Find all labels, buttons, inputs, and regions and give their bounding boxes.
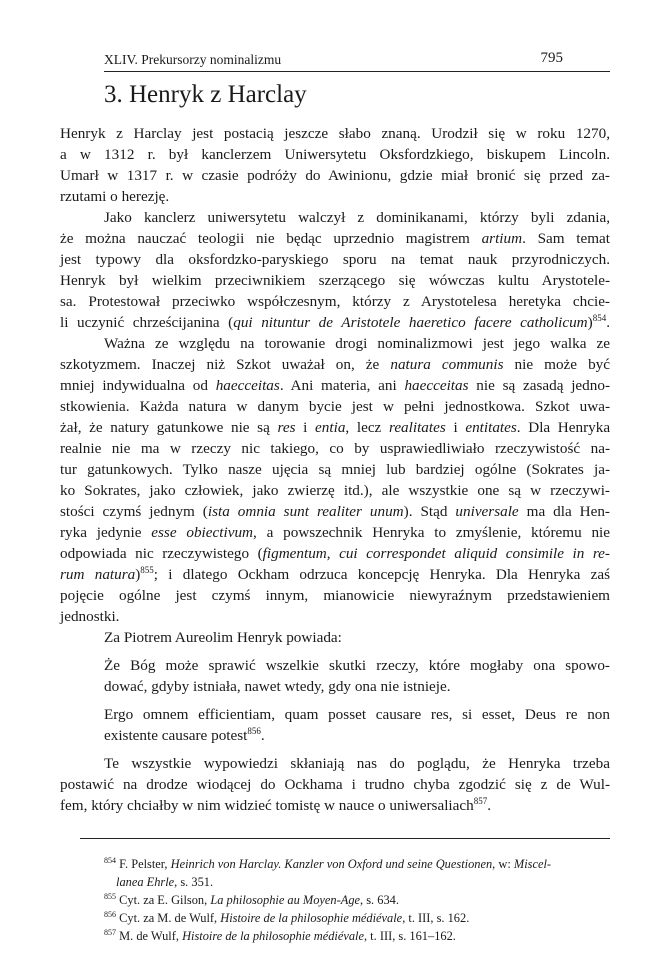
text-line: Henryk z Harclay jest postacią jeszcze słabo znaną. Urodził się w roku 1270, bbox=[60, 125, 610, 142]
text-line: Jako kanclerz uniwersytetu walczył z dominikanami, którzy byli zdania, bbox=[104, 209, 610, 226]
text-line: Ważna ze względu na torowanie drogi nominalizmowi jest jego walka ze bbox=[104, 335, 610, 352]
text-line: że można nauczać teologii nie będąc uprzednio magistrem artium. Sam temat bbox=[60, 230, 610, 247]
text-line: żał, że natury gatunkowe nie są res i entia, lecz realitates i entitates. Dla Henryka bbox=[60, 419, 611, 436]
quote-line: existente causare potest$^{856}$. bbox=[104, 725, 265, 744]
text-line: fem, który chciałby w nim widzieć tomistę w nauce o uniwersaliach$^{857}$. bbox=[60, 795, 492, 814]
footnote: $^{856}$ Cyt. za M. de Wulf, Histoire de la philosophie médiévale, t. III, s. 162. bbox=[104, 909, 470, 925]
footnote: $^{857}$ M. de Wulf, Histoire de la philosophie médiévale, t. III, s. 161–162. bbox=[104, 927, 456, 943]
text-line: tur gatunkowych. Tylko nasze ujęcia są mniej lub bardziej ogólne (Sokrates ja- bbox=[60, 461, 610, 478]
text-line: Te wszystkie wypowiedzi skłaniają nas do poglądu, że Henryka trzeba bbox=[104, 755, 610, 772]
quote-line: Ergo omnem efficientiam, quam posset causare res, si esset, Deus re non bbox=[104, 706, 610, 723]
page-number: 795 bbox=[540, 50, 563, 66]
footnote: lanea Ehrle, s. 351. bbox=[116, 875, 214, 889]
text-line: li uczynić chrześcijanina (qui nituntur de Aristotele haeretico facere catholicum)$^{854}$. bbox=[60, 312, 611, 331]
text-line: szkotyzmem. Inaczej niż Szkot uważał on, że natura communis nie może być bbox=[60, 356, 610, 373]
text-line: Umarł w 1317 r. w czasie podróży do Awinionu, gdzie miał bronić się przed za- bbox=[60, 167, 610, 184]
footnote-rule bbox=[80, 838, 610, 839]
text-line: jednostki. bbox=[60, 608, 120, 625]
footnote-ref: 855 bbox=[140, 564, 154, 575]
footnote: $^{855}$ Cyt. za E. Gilson, La philosophie au Moyen-Age, s. 634. bbox=[104, 891, 399, 907]
text-line: sa. Protestował przeciwko współczesnym, którzy z Arystotelesa heretyka chcie- bbox=[60, 293, 610, 310]
section-title: 3. Henryk z Harclay bbox=[104, 81, 307, 108]
footnote-ref: 857 bbox=[473, 795, 488, 806]
text-line: postawić na drodze wiodącej do Ockhama i trudno chyba zgodzić się z de Wul- bbox=[60, 776, 610, 793]
text-line: mniej indywidualna od haecceitas. Ani materia, ani haecceitas nie są zasadą jedno- bbox=[60, 377, 611, 394]
quote-line: dować, gdyby istniała, nawet wtedy, gdy ona nie istnieje. bbox=[104, 678, 451, 695]
text-line: stkowienia. Każda natura w danym bycie jest w pełni jednostkowa. Szkot uwa- bbox=[60, 398, 610, 415]
footnote-ref: 854 bbox=[592, 312, 607, 323]
footnote-ref: 856 bbox=[247, 725, 261, 736]
text-line: odpowiada nic rzeczywistego (figmentum, cui correspondet aliquid consimile in re- bbox=[60, 545, 610, 562]
text-line: rum natura)$^{855}$; i dlatego Ockham odrzuca koncepcję Henryka. Dla Henryka zaś bbox=[60, 564, 610, 583]
text-line: pojęcie ogólne jest czymś innym, mianowicie niewyraźnym przedstawieniem bbox=[60, 587, 610, 604]
text-line: stości czymś jednym (ista omnia sunt realiter unum). Stąd universale ma dla Hen- bbox=[60, 503, 610, 520]
quote-line: Że Bóg może sprawić wszelkie skutki rzeczy, które mogłaby ona spowo- bbox=[104, 657, 610, 674]
header-rule bbox=[104, 71, 610, 72]
text-line: ko Sokrates, jako człowiek, jako zwierzę itd.), ale wszystkie one są w rzeczywi- bbox=[60, 482, 610, 499]
footnote: $^{854}$ F. Pelster, Heinrich von Harclay. Kanzler von Oxford und seine Questionen, w: Miscel- bbox=[104, 855, 552, 871]
text-line: rzutami o herezję. bbox=[60, 188, 170, 205]
running-title: XLIV. Prekursorzy nominalizmu bbox=[104, 52, 282, 67]
text-line: jest typowy dla oksfordzko-paryskiego sporu na temat nauk przyrodniczych. bbox=[60, 251, 610, 268]
text-line: Henryk był wielkim przeciwnikiem szerzącego się wówczas kultu Arystotele- bbox=[60, 272, 610, 289]
text-line: Za Piotrem Aureolim Henryk powiada: bbox=[104, 629, 342, 646]
text-line: realnie nie ma w rzeczy nic takiego, co by usprawiedliwiało rzeczywistość na- bbox=[60, 440, 610, 457]
text-line: ryka jedynie esse obiectivum, a powszechnik Henryka to zmyślenie, któremu nie bbox=[60, 524, 611, 541]
text-line: a w 1312 r. był kanclerzem Uniwersytetu Oksfordzkiego, biskupem Lincoln. bbox=[60, 146, 610, 163]
